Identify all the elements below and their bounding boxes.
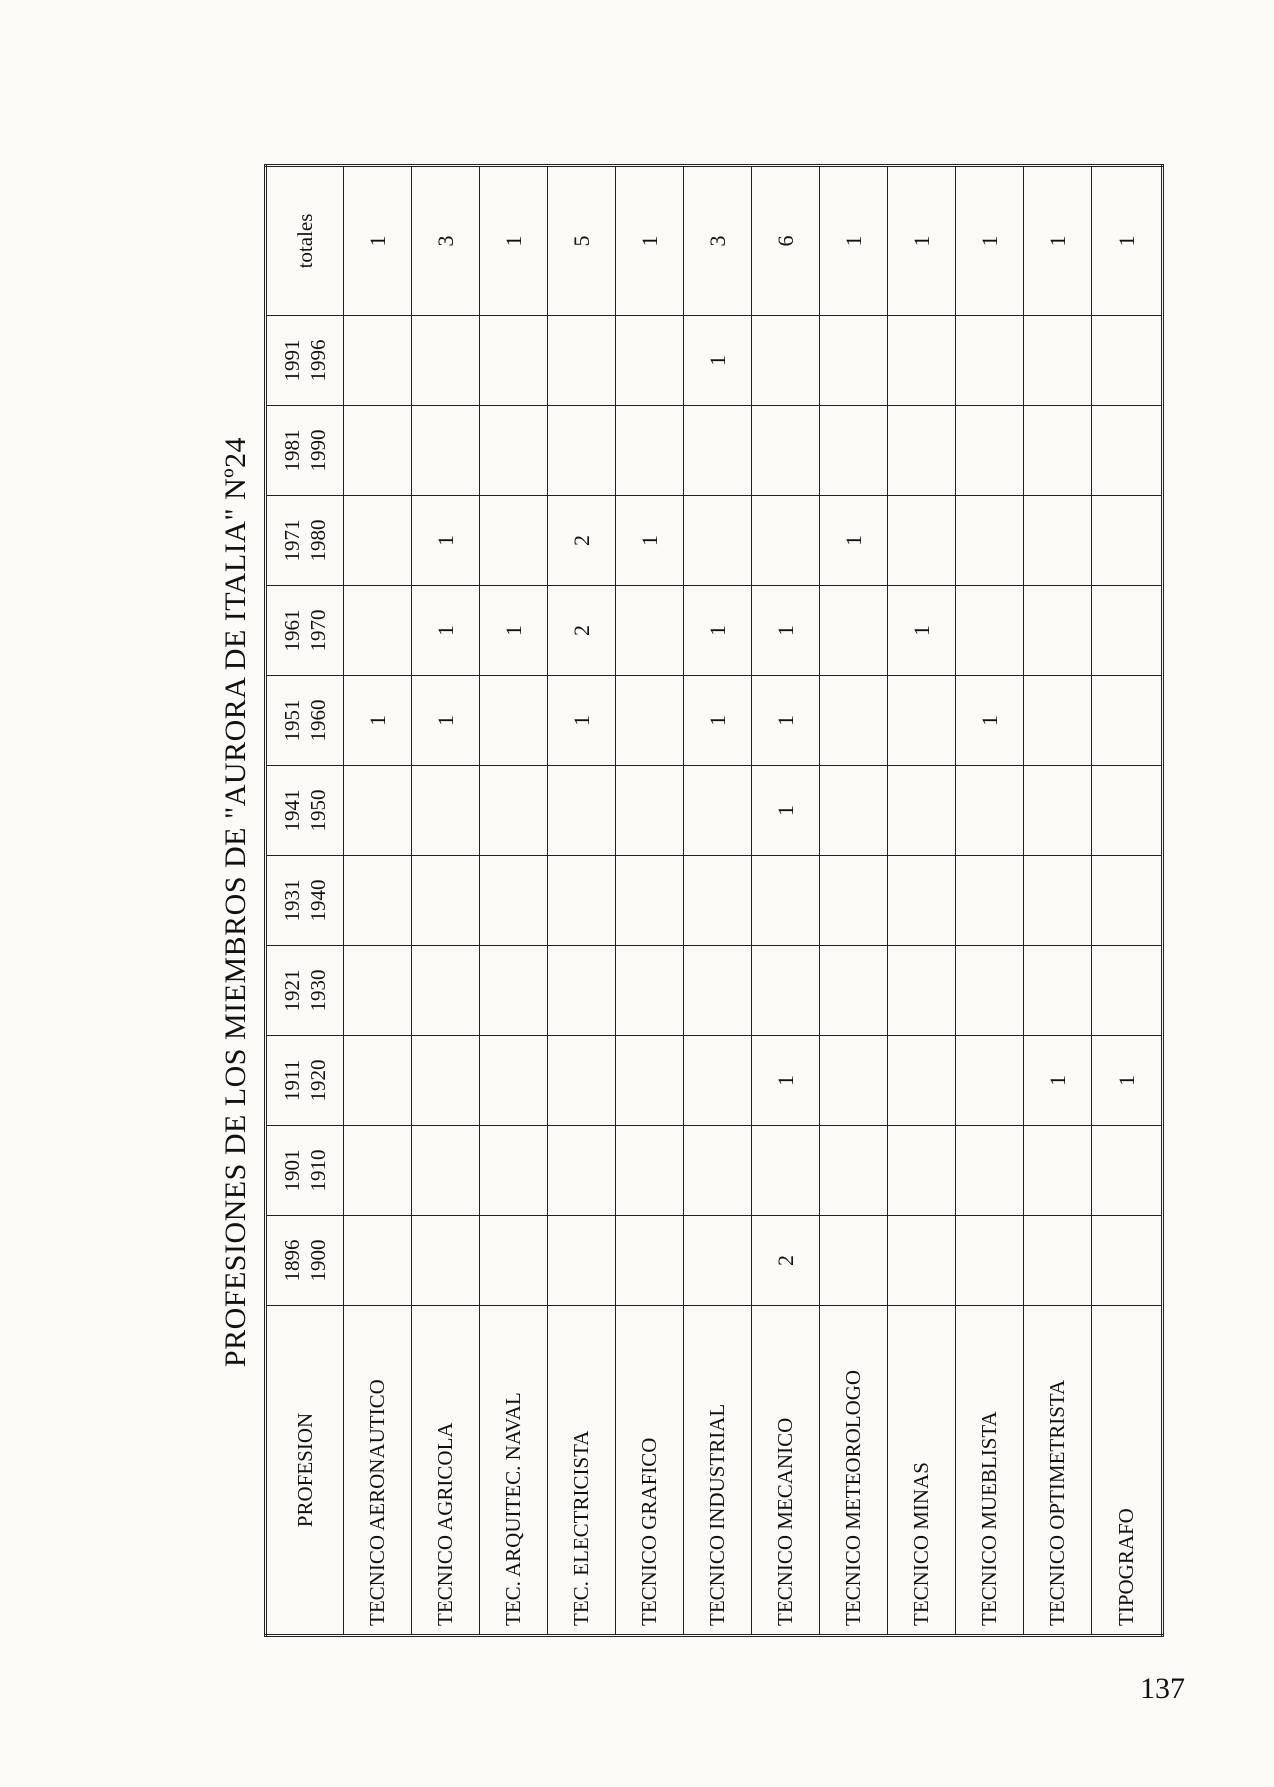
count-cell: [616, 1126, 684, 1216]
count-cell: [412, 316, 480, 406]
count-cell: 1: [1092, 1036, 1163, 1126]
count-cell: [1092, 856, 1163, 946]
count-cell: [412, 766, 480, 856]
count-cell: [956, 496, 1024, 586]
count-cell: [684, 1036, 752, 1126]
period-start: 1981: [280, 429, 304, 472]
count-cell: [616, 316, 684, 406]
count-cell: [1024, 496, 1092, 586]
count-cell: 2: [548, 496, 616, 586]
count-cell: [820, 1126, 888, 1216]
count-cell: [888, 406, 956, 496]
count-cell: [684, 496, 752, 586]
count-cell: 1: [412, 676, 480, 766]
total-cell: 6: [752, 166, 820, 316]
count-cell: 1: [752, 586, 820, 676]
count-cell: [412, 406, 480, 496]
period-start: 1921: [280, 969, 304, 1012]
period-end: 1970: [306, 609, 330, 652]
period-end: 1920: [306, 1059, 330, 1102]
total-cell: 1: [344, 166, 412, 316]
count-cell: 1: [752, 1036, 820, 1126]
table-row: [480, 166, 548, 1636]
period-header: [266, 496, 344, 586]
period-header: [266, 1126, 344, 1216]
page-title: PROFESIONES DE LOS MIEMBROS DE "AURORA DE ITALIA" Nº24: [219, 436, 252, 1368]
count-cell: [344, 586, 412, 676]
profession-name: TECNICO MUEBLISTA: [956, 1306, 1024, 1636]
profession-name: TIPOGRAFO: [1092, 1306, 1163, 1636]
count-cell: [480, 676, 548, 766]
profession-name: TEC. ELECTRICISTA: [548, 1306, 616, 1636]
period-end: 1996: [306, 339, 330, 382]
total-cell: 1: [956, 166, 1024, 316]
table-row: [1092, 166, 1163, 1636]
count-cell: [956, 1036, 1024, 1126]
count-cell: [752, 406, 820, 496]
count-cell: [480, 1216, 548, 1306]
table-row: [616, 166, 684, 1636]
count-cell: [752, 856, 820, 946]
total-cell: 3: [684, 166, 752, 316]
count-cell: [548, 1216, 616, 1306]
period-start: 1911: [280, 1059, 304, 1102]
total-cell: 5: [548, 166, 616, 316]
count-cell: [888, 496, 956, 586]
count-cell: [888, 676, 956, 766]
count-cell: 1: [956, 676, 1024, 766]
count-cell: 1: [480, 586, 548, 676]
period-header: [266, 676, 344, 766]
total-cell: 1: [480, 166, 548, 316]
count-cell: [752, 1126, 820, 1216]
totals-header: totales: [266, 166, 344, 316]
count-cell: [888, 1126, 956, 1216]
count-cell: [684, 856, 752, 946]
count-cell: [548, 406, 616, 496]
count-cell: 2: [752, 1216, 820, 1306]
total-cell: 1: [616, 166, 684, 316]
count-cell: [820, 946, 888, 1036]
profession-name: TECNICO METEOROLOGO: [820, 1306, 888, 1636]
period-end: 1910: [306, 1149, 330, 1192]
profession-name: TEC. ARQUITEC. NAVAL: [480, 1306, 548, 1636]
count-cell: [1024, 406, 1092, 496]
count-cell: [956, 586, 1024, 676]
count-cell: [344, 946, 412, 1036]
table-row: [1024, 166, 1092, 1636]
total-cell: 1: [1092, 166, 1163, 316]
count-cell: [684, 766, 752, 856]
count-cell: [616, 586, 684, 676]
count-cell: [344, 1036, 412, 1126]
count-cell: [412, 1126, 480, 1216]
count-cell: [1024, 676, 1092, 766]
period-end: 1960: [306, 699, 330, 742]
period-start: 1991: [280, 339, 304, 382]
total-cell: 3: [412, 166, 480, 316]
count-cell: [1024, 1126, 1092, 1216]
period-end: 1900: [306, 1239, 330, 1282]
count-cell: [616, 1036, 684, 1126]
count-cell: [548, 766, 616, 856]
count-cell: [820, 1216, 888, 1306]
period-header: [266, 856, 344, 946]
count-cell: [480, 496, 548, 586]
count-cell: [752, 496, 820, 586]
count-cell: [820, 1036, 888, 1126]
count-cell: [888, 856, 956, 946]
profession-name: TECNICO MECANICO: [752, 1306, 820, 1636]
count-cell: [820, 676, 888, 766]
count-cell: [480, 406, 548, 496]
count-cell: [412, 856, 480, 946]
count-cell: 1: [412, 586, 480, 676]
count-cell: [1024, 856, 1092, 946]
count-cell: [1092, 496, 1163, 586]
count-cell: [344, 496, 412, 586]
period-start: 1971: [280, 519, 304, 562]
rotated-page-content: [208, 167, 1168, 1637]
count-cell: 1: [1024, 1036, 1092, 1126]
count-cell: [1092, 1216, 1163, 1306]
count-cell: [480, 1126, 548, 1216]
professions-table: [264, 164, 1164, 1637]
count-cell: [548, 856, 616, 946]
count-cell: [956, 766, 1024, 856]
period-header: [266, 1036, 344, 1126]
count-cell: [956, 856, 1024, 946]
count-cell: [1024, 1216, 1092, 1306]
count-cell: [480, 316, 548, 406]
table-row: [684, 166, 752, 1636]
period-header: [266, 946, 344, 1036]
count-cell: 2: [548, 586, 616, 676]
count-cell: [956, 406, 1024, 496]
count-cell: [1092, 676, 1163, 766]
count-cell: [344, 406, 412, 496]
count-cell: 1: [684, 586, 752, 676]
period-end: 1940: [306, 879, 330, 922]
count-cell: [1092, 316, 1163, 406]
count-cell: [820, 766, 888, 856]
count-cell: [820, 856, 888, 946]
period-start: 1931: [280, 879, 304, 922]
count-cell: [684, 1126, 752, 1216]
count-cell: [1024, 766, 1092, 856]
header-row: [266, 166, 344, 1636]
period-end: 1980: [306, 519, 330, 562]
count-cell: [548, 1126, 616, 1216]
period-start: 1961: [280, 609, 304, 652]
count-cell: [888, 316, 956, 406]
count-cell: [548, 946, 616, 1036]
count-cell: [956, 1126, 1024, 1216]
table-row: [820, 166, 888, 1636]
count-cell: [1092, 586, 1163, 676]
count-cell: [684, 946, 752, 1036]
count-cell: [616, 856, 684, 946]
period-header: [266, 316, 344, 406]
period-end: 1930: [306, 969, 330, 1012]
table-body: [344, 166, 1163, 1636]
count-cell: [548, 1036, 616, 1126]
count-cell: [684, 1216, 752, 1306]
profession-name: TECNICO AERONAUTICO: [344, 1306, 412, 1636]
count-cell: 1: [888, 586, 956, 676]
count-cell: [412, 946, 480, 1036]
period-end: 1950: [306, 789, 330, 832]
count-cell: [480, 1036, 548, 1126]
period-start: 1901: [280, 1149, 304, 1192]
profession-name: TECNICO INDUSTRIAL: [684, 1306, 752, 1636]
count-cell: [480, 946, 548, 1036]
count-cell: [616, 946, 684, 1036]
count-cell: [888, 766, 956, 856]
period-start: 1941: [280, 789, 304, 832]
count-cell: [888, 1036, 956, 1126]
profession-name: TECNICO AGRICOLA: [412, 1306, 480, 1636]
total-cell: 1: [820, 166, 888, 316]
table-row: [548, 166, 616, 1636]
count-cell: [820, 586, 888, 676]
count-cell: 1: [548, 676, 616, 766]
profession-name: TECNICO GRAFICO: [616, 1306, 684, 1636]
period-header: [266, 406, 344, 496]
table-row: [344, 166, 412, 1636]
count-cell: [616, 1216, 684, 1306]
count-cell: [480, 766, 548, 856]
count-cell: [1024, 586, 1092, 676]
count-cell: [344, 1126, 412, 1216]
table-row: [412, 166, 480, 1636]
period-start: 1951: [280, 699, 304, 742]
count-cell: 1: [412, 496, 480, 586]
count-cell: [1092, 406, 1163, 496]
count-cell: [1024, 946, 1092, 1036]
period-end: 1990: [306, 429, 330, 472]
count-cell: [752, 316, 820, 406]
count-cell: [344, 1216, 412, 1306]
count-cell: [956, 316, 1024, 406]
count-cell: [1024, 316, 1092, 406]
count-cell: 1: [616, 496, 684, 586]
total-cell: 1: [1024, 166, 1092, 316]
count-cell: [480, 856, 548, 946]
count-cell: [616, 676, 684, 766]
count-cell: [684, 406, 752, 496]
period-header: [266, 766, 344, 856]
count-cell: [616, 766, 684, 856]
table-row: [956, 166, 1024, 1636]
count-cell: [956, 946, 1024, 1036]
profession-name: TECNICO MINAS: [888, 1306, 956, 1636]
profession-header: PROFESION: [266, 1306, 344, 1636]
period-header: [266, 1216, 344, 1306]
count-cell: 1: [820, 496, 888, 586]
count-cell: [412, 1036, 480, 1126]
count-cell: [412, 1216, 480, 1306]
count-cell: 1: [752, 676, 820, 766]
count-cell: [956, 1216, 1024, 1306]
count-cell: [344, 856, 412, 946]
period-start: 1896: [280, 1239, 304, 1282]
table-row: [888, 166, 956, 1636]
count-cell: [752, 946, 820, 1036]
count-cell: 1: [752, 766, 820, 856]
count-cell: [548, 316, 616, 406]
count-cell: 1: [684, 676, 752, 766]
count-cell: [1092, 946, 1163, 1036]
count-cell: [344, 766, 412, 856]
count-cell: [344, 316, 412, 406]
count-cell: [1092, 766, 1163, 856]
profession-name: TECNICO OPTIMETRISTA: [1024, 1306, 1092, 1636]
total-cell: 1: [888, 166, 956, 316]
page-number: 137: [1140, 1672, 1185, 1705]
period-header: [266, 586, 344, 676]
count-cell: [888, 946, 956, 1036]
count-cell: [820, 316, 888, 406]
count-cell: [888, 1216, 956, 1306]
count-cell: [616, 406, 684, 496]
count-cell: [1092, 1126, 1163, 1216]
count-cell: [820, 406, 888, 496]
count-cell: 1: [344, 676, 412, 766]
table-row: [752, 166, 820, 1636]
count-cell: 1: [684, 316, 752, 406]
